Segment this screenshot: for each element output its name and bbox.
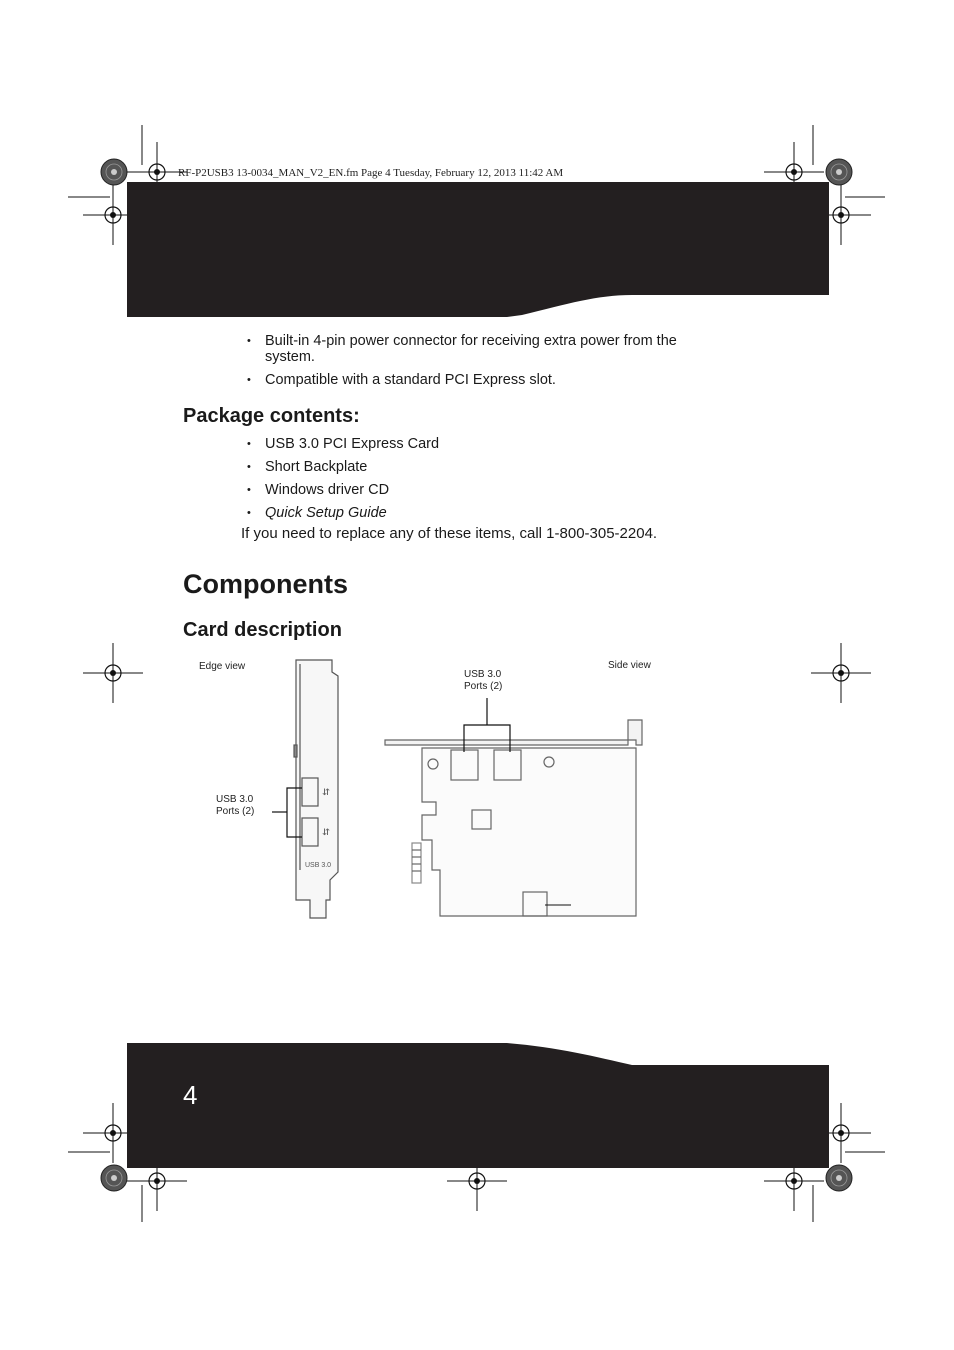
usb-ports-left-label: USB 3.0 Ports (2): [216, 794, 255, 817]
footer-band: [127, 1043, 829, 1168]
package-item: • USB 3.0 PCI Express Card: [243, 436, 713, 452]
package-item: • Short Backplate: [243, 459, 713, 475]
package-item: • Windows driver CD: [243, 482, 713, 498]
feature-item: • Built-in 4-pin power connector for receiving extra power from the system.: [243, 333, 713, 365]
page-number: 4: [183, 1080, 198, 1110]
components-heading: Components: [183, 569, 348, 599]
package-item: • Quick Setup Guide: [243, 505, 713, 521]
edge-view-label: Edge view: [199, 661, 246, 672]
bracket-usb-text: USB 3.0: [305, 862, 332, 869]
print-header: RF-P2USB3 13-0034_MAN_V2_EN.fm Page 4 Tuesday, February 12, 2013 11:42 AM: [178, 167, 564, 179]
side-view-card: [385, 720, 642, 916]
edge-view-bracket: [294, 660, 338, 918]
svg-text:⇆: ⇆: [321, 828, 331, 836]
card-description-heading: Card description: [183, 619, 342, 641]
feature-item: • Compatible with a standard PCI Express slot.: [243, 372, 713, 388]
replace-note: If you need to replace any of these items, call 1-800-305-2204.: [241, 525, 658, 542]
side-view-label: Side view: [608, 660, 651, 671]
usb-ports-top-label: USB 3.0 Ports (2): [464, 669, 503, 692]
package-contents-heading: Package contents:: [183, 405, 360, 427]
svg-text:⇆: ⇆: [321, 788, 331, 796]
